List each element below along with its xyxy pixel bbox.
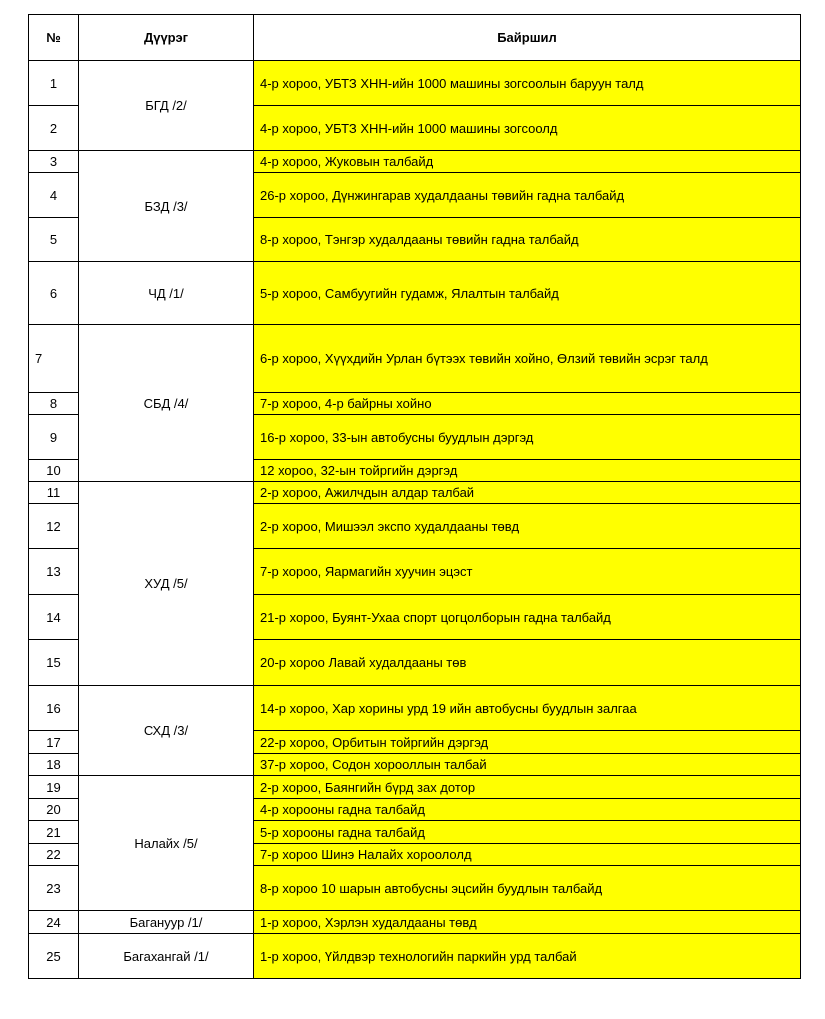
location-cell: 20-р хороо Лавай худалдааны төв — [254, 640, 801, 686]
row-number: 15 — [29, 640, 79, 686]
row-number: 19 — [29, 776, 79, 799]
location-cell: 4-р хороо, УБТЗ ХНН-ийн 1000 машины зогсоолд — [254, 106, 801, 151]
location-cell: 7-р хороо Шинэ Налайх хороололд — [254, 844, 801, 866]
table-row — [29, 776, 801, 799]
district-cell: СХД /3/ — [79, 686, 254, 776]
table-row — [29, 911, 801, 934]
row-number: 24 — [29, 911, 79, 934]
location-cell: 7-р хороо, Яармагийн хуучин эцэст — [254, 549, 801, 595]
location-cell: 2-р хороо, Ажилчдын алдар талбай — [254, 482, 801, 504]
row-number: 1 — [29, 61, 79, 106]
district-cell: Налайх /5/ — [79, 776, 254, 911]
location-cell: 12 хороо, 32-ын тойргийн дэргэд — [254, 460, 801, 482]
location-cell: 4-р хороо, Жуковын талбайд — [254, 151, 801, 173]
row-number: 10 — [29, 460, 79, 482]
table-row — [29, 482, 801, 504]
row-number: 25 — [29, 934, 79, 979]
row-number: 6 — [29, 262, 79, 325]
row-number: 8 — [29, 393, 79, 415]
row-number: 4 — [29, 173, 79, 218]
row-number: 3 — [29, 151, 79, 173]
row-number: 22 — [29, 844, 79, 866]
location-cell: 16-р хороо, 33-ын автобусны буудлын дэргэд — [254, 415, 801, 460]
row-number: 5 — [29, 218, 79, 262]
location-cell: 4-р хорооны гадна талбайд — [254, 799, 801, 821]
header-row — [29, 15, 801, 61]
table-row — [29, 325, 801, 393]
location-cell: 1-р хороо, Үйлдвэр технологийн паркийн урд талбай — [254, 934, 801, 979]
row-number: 11 — [29, 482, 79, 504]
district-cell: Багахангай /1/ — [79, 934, 254, 979]
row-number: 18 — [29, 754, 79, 776]
location-cell: 8-р хороо, Тэнгэр худалдааны төвийн гадна талбайд — [254, 218, 801, 262]
location-cell: 1-р хороо, Хэрлэн худалдааны төвд — [254, 911, 801, 934]
location-cell: 6-р хороо, Хүүхдийн Урлан бүтээх төвийн хойно, Өлзий төвийн эсрэг талд — [254, 325, 801, 393]
row-number: 9 — [29, 415, 79, 460]
row-number: 7 — [29, 325, 79, 393]
row-number: 16 — [29, 686, 79, 731]
row-number: 2 — [29, 106, 79, 151]
table-row — [29, 934, 801, 979]
table-row — [29, 262, 801, 325]
row-number: 20 — [29, 799, 79, 821]
district-cell: Багануур /1/ — [79, 911, 254, 934]
district-cell: БЗД /3/ — [79, 151, 254, 262]
row-number: 14 — [29, 595, 79, 640]
location-cell: 26-р хороо, Дүнжингарав худалдааны төвийн гадна талбайд — [254, 173, 801, 218]
header-district: Дүүрэг — [79, 15, 254, 61]
district-cell: ХУД /5/ — [79, 482, 254, 686]
location-cell: 7-р хороо, 4-р байрны хойно — [254, 393, 801, 415]
location-cell: 2-р хороо, Мишээл экспо худалдааны төвд — [254, 504, 801, 549]
header-num: № — [29, 15, 79, 61]
row-number: 12 — [29, 504, 79, 549]
location-cell: 4-р хороо, УБТЗ ХНН-ийн 1000 машины зогсоолын баруун талд — [254, 61, 801, 106]
header-location: Байршил — [254, 15, 801, 61]
row-number: 17 — [29, 731, 79, 754]
table-row — [29, 61, 801, 106]
location-cell: 5-р хорооны гадна талбайд — [254, 821, 801, 844]
location-cell: 22-р хороо, Орбитын тойргийн дэргэд — [254, 731, 801, 754]
location-cell: 8-р хороо 10 шарын автобусны эцсийн буудлын талбайд — [254, 866, 801, 911]
location-cell: 2-р хороо, Баянгийн бүрд зах дотор — [254, 776, 801, 799]
row-number: 13 — [29, 549, 79, 595]
district-cell: СБД /4/ — [79, 325, 254, 482]
district-cell: ЧД /1/ — [79, 262, 254, 325]
table-row — [29, 686, 801, 731]
district-cell: БГД /2/ — [79, 61, 254, 151]
location-cell: 14-р хороо, Хар хорины урд 19 ийн автобусны буудлын залгаа — [254, 686, 801, 731]
location-cell: 37-р хороо, Содон хорооллын талбай — [254, 754, 801, 776]
row-number: 21 — [29, 821, 79, 844]
location-cell: 5-р хороо, Самбуугийн гудамж, Ялалтын талбайд — [254, 262, 801, 325]
locations-table — [28, 14, 801, 979]
location-cell: 21-р хороо, Буянт-Ухаа спорт цогцолборын гадна талбайд — [254, 595, 801, 640]
table-row — [29, 151, 801, 173]
row-number: 23 — [29, 866, 79, 911]
